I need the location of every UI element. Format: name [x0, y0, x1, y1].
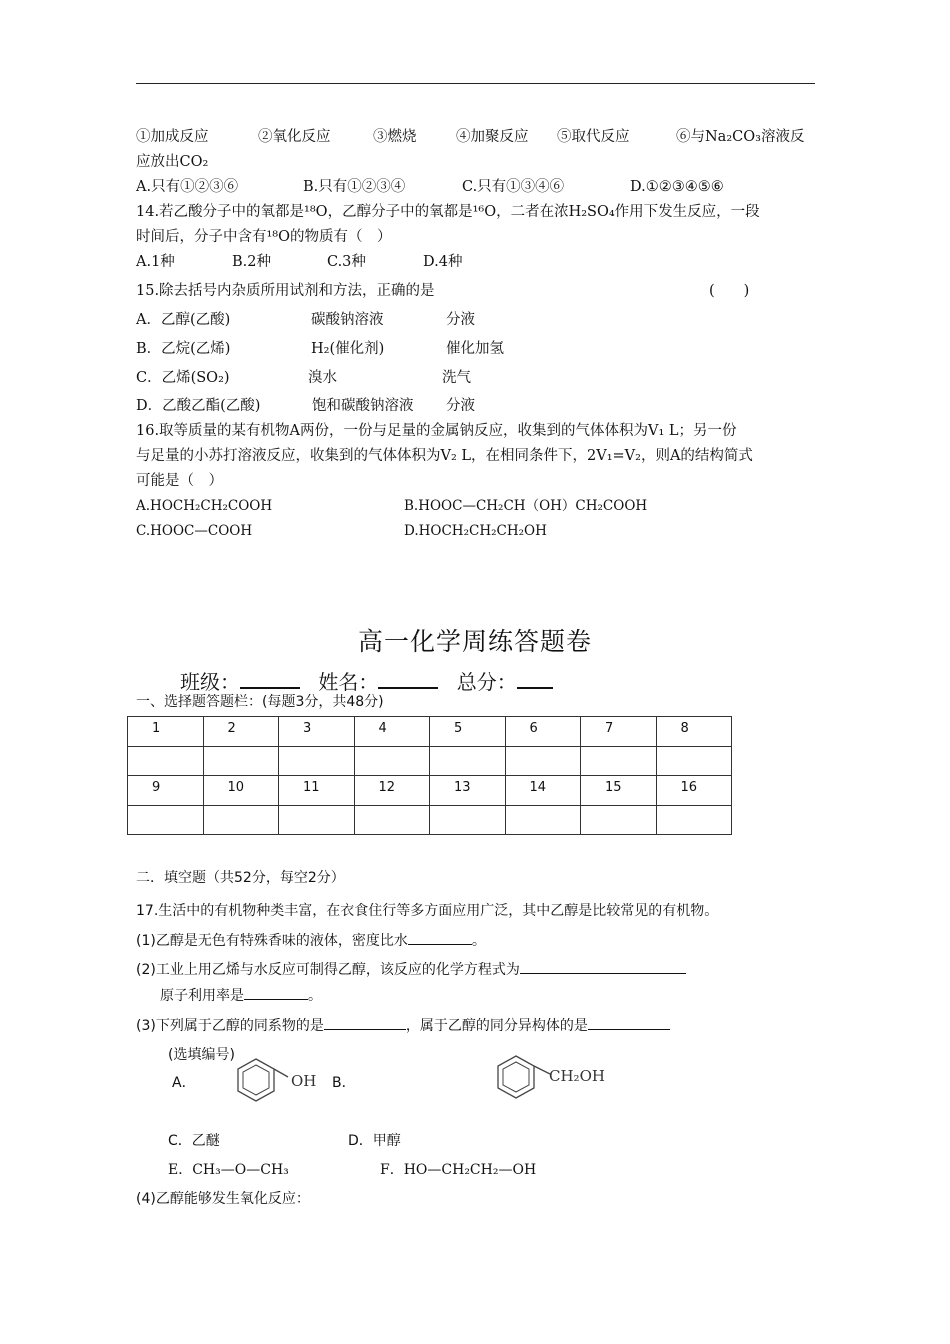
answer-blank[interactable]: [520, 959, 686, 974]
answer-grid-blanks-1: [128, 746, 732, 776]
q17-part3-text: (3)下列属于乙醇的同系物的是: [136, 1018, 324, 1034]
q17-part3-text2: ，属于乙醇的同分异构体的是: [405, 1018, 588, 1034]
question-number: 6: [505, 717, 581, 747]
answer-grid-numbers-1: [128, 717, 732, 747]
answer-cell[interactable]: [581, 746, 657, 776]
question-number: 15: [581, 776, 657, 806]
q17-intro: 17.生活中的有机物种类丰富，在衣食住行等多方面应用广泛，其中乙醇是比较常见的有机物。: [136, 903, 719, 919]
answer-cell[interactable]: [128, 746, 204, 776]
question-number: 13: [430, 776, 506, 806]
q14-choice-d: D.4种: [423, 254, 463, 270]
question-number: 2: [203, 717, 279, 747]
section1-heading: 一、选择题答题栏：(每题3分，共48分): [136, 694, 384, 710]
question-number: 1: [128, 717, 204, 747]
q15-substance: D．乙酸乙酯(乙酸): [136, 398, 261, 414]
q15-substance: B．乙烷(乙烯): [136, 341, 231, 357]
student-info-line: [180, 666, 553, 695]
answer-cell[interactable]: [279, 805, 355, 835]
q14-line2: 时间后，分子中含有¹⁸O的物质有（ ）: [136, 229, 392, 245]
score-label: 总分：: [456, 670, 517, 694]
q15-method: 分液: [446, 398, 475, 414]
question-number: 16: [656, 776, 732, 806]
answer-blank[interactable]: [324, 1015, 406, 1030]
answer-cell[interactable]: [656, 746, 732, 776]
answer-cell[interactable]: [581, 805, 657, 835]
answer-cell[interactable]: [656, 805, 732, 835]
phenol-structure-icon: [236, 1057, 296, 1117]
question-number: 12: [354, 776, 430, 806]
q15-substance: C．乙烯(SO₂): [136, 370, 230, 386]
answer-cell[interactable]: [203, 746, 279, 776]
q13-choice-a: A.只有①②③⑥: [136, 179, 239, 195]
class-label: 班级：: [180, 670, 240, 694]
q14-choice-c: C.3种: [327, 254, 366, 270]
answer-cell[interactable]: [354, 746, 430, 776]
q17-part3-hint: (选填编号): [168, 1047, 235, 1063]
q16-choice-c: C.HOOC—COOH: [136, 523, 253, 539]
q13-option-6: ⑥与Na₂CO₃溶液反: [676, 129, 805, 145]
score-blank: [517, 667, 553, 689]
answer-cell[interactable]: [430, 746, 506, 776]
q15-reagent: 饱和碳酸钠溶液: [312, 398, 414, 414]
q17-part2-text: (2)工业上用乙烯与水反应可制得乙醇，该反应的化学方程式为: [136, 962, 520, 978]
option-d: D．甲醇: [348, 1133, 401, 1149]
q14-choice-b: B.2种: [232, 254, 271, 270]
benzyl-alcohol-structure-icon: [496, 1054, 556, 1114]
q17-part3: [136, 1015, 670, 1036]
q16-choice-b: B.HOOC—CH₂CH（OH）CH₂COOH: [404, 498, 648, 514]
q15-substance: A．乙醇(乙酸): [136, 312, 231, 328]
q15-method: 分液: [446, 312, 475, 328]
question-number: 8: [656, 717, 732, 747]
q16-line1: 16.取等质量的某有机物A两份，一份与足量的金属钠反应，收集到的气体体积为V₁ L；另一份: [136, 423, 737, 439]
answer-grid: [127, 716, 732, 835]
option-f: F．HO—CH₂CH₂—OH: [380, 1162, 537, 1178]
option-a-label: A．: [172, 1075, 196, 1091]
q13-option-4: ④加聚反应: [456, 129, 529, 145]
option-b-label: B．: [332, 1075, 356, 1091]
question-number: 5: [430, 717, 506, 747]
q16-choice-a: A.HOCH₂CH₂COOH: [136, 498, 273, 514]
q13-option-5: ⑤取代反应: [557, 129, 630, 145]
option-a-group: OH: [291, 1072, 317, 1090]
question-number: 10: [203, 776, 279, 806]
q15-answer-paren: ( ): [709, 283, 750, 299]
option-b-group: CH₂OH: [549, 1067, 605, 1085]
answer-sheet-title: 高一化学周练答题卷: [357, 627, 592, 656]
name-blank: [378, 667, 438, 689]
q15-method: 催化加氢: [446, 341, 504, 357]
q15-method: 洗气: [442, 370, 471, 386]
answer-cell[interactable]: [203, 805, 279, 835]
q17-part2-utilization: [160, 985, 322, 1006]
q14-choice-a: A.1种: [136, 254, 175, 270]
q13-option-2: ②氧化反应: [258, 129, 331, 145]
question-number: 11: [279, 776, 355, 806]
q17-part2: [136, 959, 686, 980]
question-number: 7: [581, 717, 657, 747]
header-rule: [136, 83, 815, 84]
q14-line1: 14.若乙酸分子中的氧都是¹⁸O，乙醇分子中的氧都是¹⁶O，二者在浓H₂SO₄作用下发生反应，一段: [136, 204, 760, 220]
q15-reagent: H₂(催化剂): [311, 341, 385, 357]
q13-option-3: ③燃烧: [373, 129, 417, 145]
answer-blank[interactable]: [408, 930, 472, 945]
answer-blank[interactable]: [588, 1015, 670, 1030]
q17-part4: (4)乙醇能够发生氧化反应：: [136, 1191, 310, 1207]
q16-line3: 可能是（ ）: [136, 473, 223, 489]
q17-part1-end: 。: [471, 933, 486, 949]
question-number: 14: [505, 776, 581, 806]
utilization-end: 。: [308, 988, 322, 1004]
q16-choice-d: D.HOCH₂CH₂CH₂OH: [404, 523, 547, 539]
answer-cell[interactable]: [279, 746, 355, 776]
answer-cell[interactable]: [128, 805, 204, 835]
question-number: 4: [354, 717, 430, 747]
q15-stem: 15.除去括号内杂质所用试剂和方法，正确的是: [136, 283, 435, 299]
answer-cell[interactable]: [505, 805, 581, 835]
section2-heading: 二．填空题（共52分，每空2分）: [136, 870, 345, 886]
name-label: 姓名：: [318, 670, 379, 694]
class-blank: [240, 667, 300, 689]
answer-grid-numbers-2: [128, 776, 732, 806]
q17-part1: [136, 930, 486, 951]
q13-choice-d: D.①②③④⑤⑥: [630, 179, 724, 195]
question-number: 9: [128, 776, 204, 806]
q13-options-line2: 应放出CO₂: [136, 154, 209, 170]
answer-cell[interactable]: [505, 746, 581, 776]
q13-option-1: ①加成反应: [136, 129, 209, 145]
q16-line2: 与足量的小苏打溶液反应，收集到的气体体积为V₂ L，在相同条件下，2V₁=V₂，则A的结构简式: [136, 448, 753, 464]
option-c: C．乙醚: [168, 1133, 220, 1149]
q17-part1-text: (1)乙醇是无色有特殊香味的液体，密度比水: [136, 933, 408, 949]
q13-choice-b: B.只有①②③④: [303, 179, 406, 195]
q15-reagent: 溴水: [308, 370, 337, 386]
q13-choice-c: C.只有①③④⑥: [462, 179, 565, 195]
option-e: E．CH₃—O—CH₃: [168, 1162, 289, 1178]
answer-grid-blanks-2: [128, 805, 732, 835]
q15-reagent: 碳酸钠溶液: [311, 312, 384, 328]
answer-cell[interactable]: [354, 805, 430, 835]
answer-cell[interactable]: [430, 805, 506, 835]
answer-blank[interactable]: [244, 985, 308, 1000]
utilization-label: 原子利用率是: [160, 988, 244, 1004]
question-number: 3: [279, 717, 355, 747]
